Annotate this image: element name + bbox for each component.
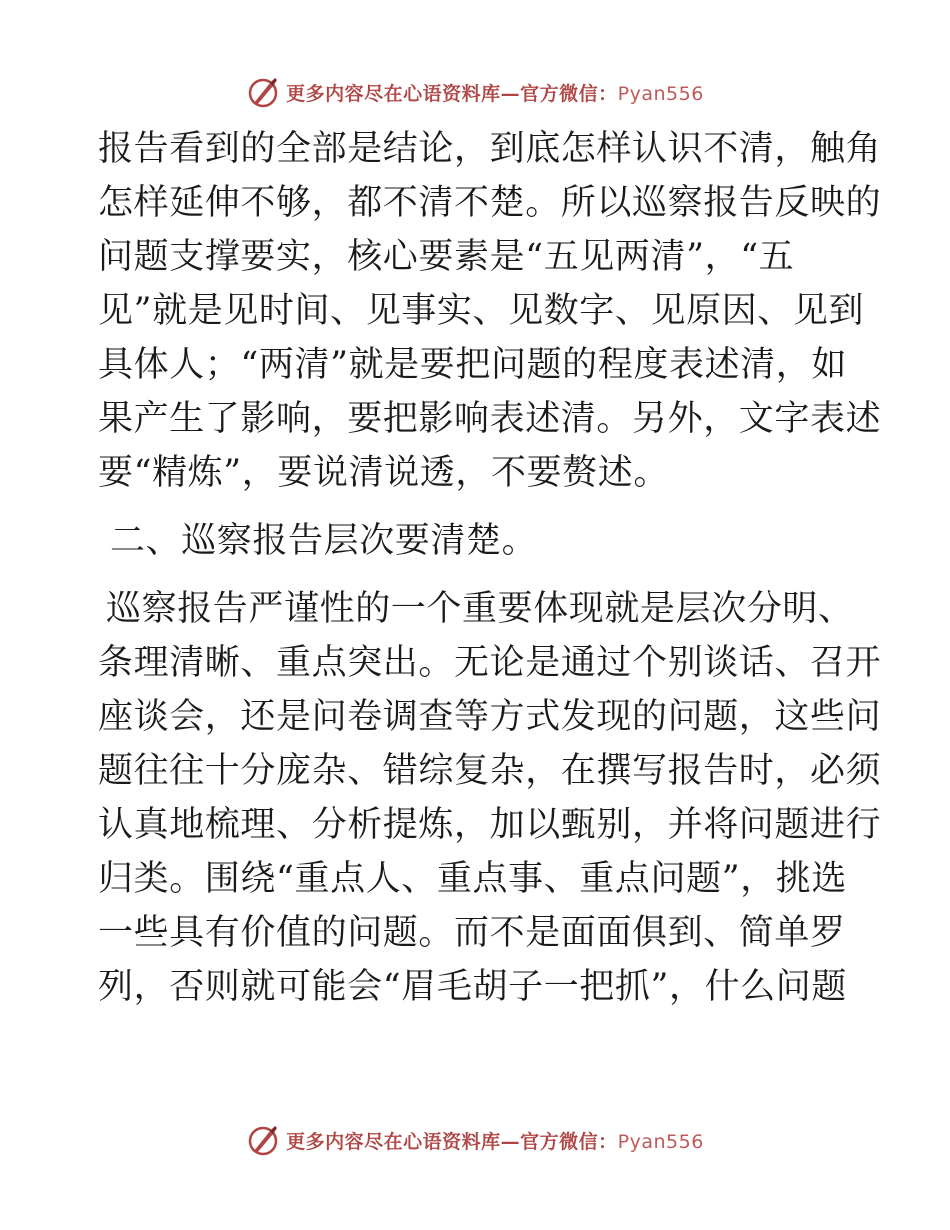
text-line: 果产生了影响，要把影响表述清。另外，文字表述 <box>98 399 882 439</box>
watermark-label: 更多内容尽在心语资料库—官方微信： <box>286 82 618 105</box>
quill-pen-logo-icon <box>246 75 280 109</box>
watermark-text <box>286 1127 704 1154</box>
watermark-wechat-id: Pyan556 <box>617 82 704 105</box>
text-line: 归类。围绕“重点人、重点事、重点问题”，挑选 <box>98 859 847 899</box>
watermark-text <box>286 79 704 106</box>
header-watermark <box>0 72 950 112</box>
text-line: 巡察报告严谨性的一个重要体现就是层次分明、 <box>106 589 854 629</box>
text-line: 题往往十分庞杂、错综复杂，在撰写报告时，必须 <box>98 751 882 791</box>
text-line: 列，否则就可能会“眉毛胡子一把抓”，什么问题 <box>98 967 847 1007</box>
text-line: 怎样延伸不够，都不清不楚。所以巡察报告反映的 <box>98 183 882 223</box>
text-line: 问题支撑要实，核心要素是“五见两清”，“五 <box>98 237 795 277</box>
watermark-wechat-id: Pyan556 <box>617 1130 704 1153</box>
paragraph-section-two <box>98 582 882 1014</box>
text-line: 座谈会，还是问卷调查等方式发现的问题，这些问 <box>98 697 882 737</box>
quill-pen-logo-icon <box>246 1123 280 1157</box>
document-body <box>98 122 882 1014</box>
text-line: 要“精炼”，要说清说透，不要赘述。 <box>98 453 669 493</box>
text-line: 认真地梳理、分析提炼，加以甄别，并将问题进行 <box>98 805 882 845</box>
text-line: 报告看到的全部是结论，到底怎样认识不清，触角 <box>98 129 882 169</box>
text-line: 见”就是见时间、见事实、见数字、见原因、见到 <box>98 291 865 331</box>
watermark-label: 更多内容尽在心语资料库—官方微信： <box>286 1130 618 1153</box>
text-line: 条理清晰、重点突出。无论是通过个别谈话、召开 <box>98 643 882 683</box>
text-line: 具体人；“两清”就是要把问题的程度表述清，如 <box>98 345 847 385</box>
paragraph-continuation <box>98 122 882 500</box>
text-line: 一些具有价值的问题。而不是面面俱到、简单罗 <box>98 913 846 953</box>
footer-watermark <box>0 1120 950 1160</box>
section-heading: 二、巡察报告层次要清楚。 <box>110 521 538 561</box>
